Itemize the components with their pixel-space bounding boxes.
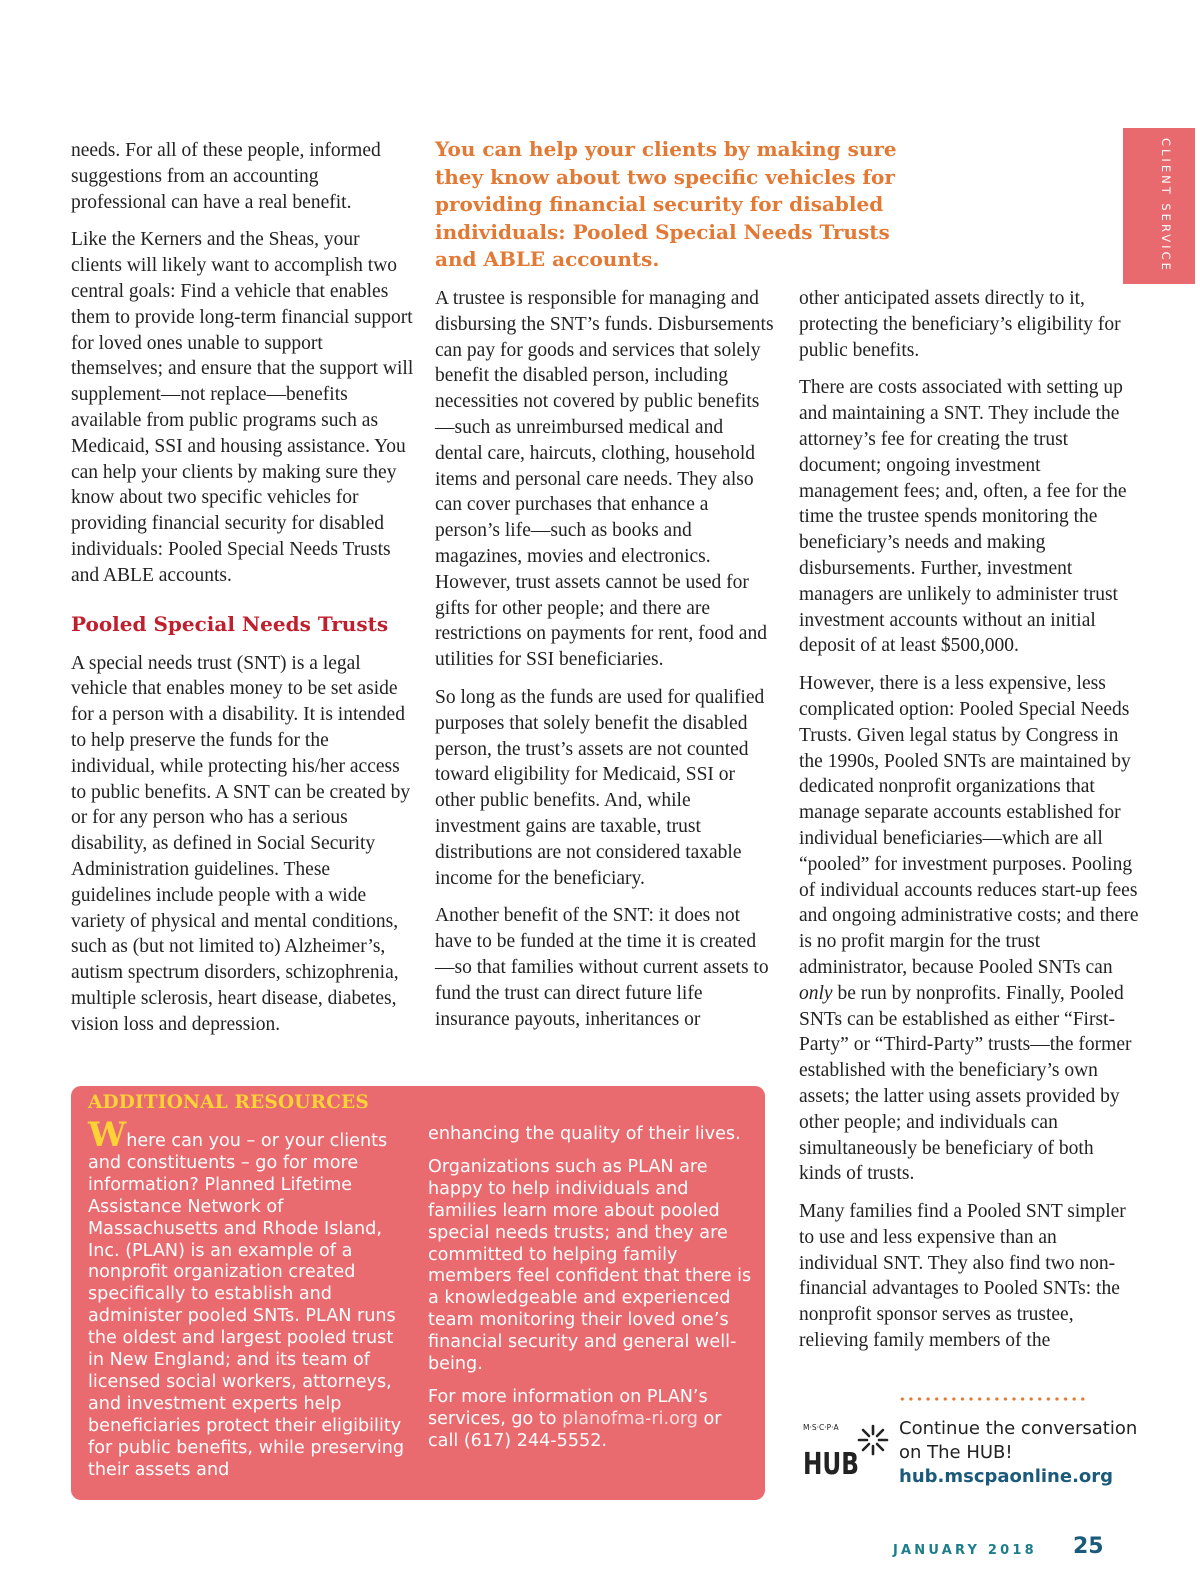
emphasis: only <box>799 982 833 1004</box>
hub-logo-text: HUB <box>803 1447 859 1482</box>
body-paragraph: So long as the funds are used for qualified purposes that solely benefit the disabled person, the trust’s assets are not counted toward eligibility for Medicaid, SSI or other public benefits. And, while investment gains are taxable, trust distributions are not considered taxable income for the beneficiary. <box>435 686 765 889</box>
hub-callout-text: Continue the conversation on The HUB! <box>899 1418 1138 1463</box>
body-paragraph: A special needs trust (SNT) is a legal vehicle that enables money to be set aside for a person with a disability. It is intended to help preserve the funds for the individual, while protecting his/her access to public benefits. A SNT can be created by or for any person who has a serious disability, as defined in Social Security Administration guidelines. These guidelines include people with a wide variety of physical and mental conditions, such as (but not limited to) Alzheimer’s, autism spectrum disorders, schizophrenia, multiple sclerosis, heart disease, diabetes, vision loss and depression. <box>71 652 411 1035</box>
body-paragraph: Many families find a Pooled SNT simpler to use and less expensive than an individual SNT. They also find two non-financial advantages to Pooled SNTs: the nonprofit sponsor serves as trustee, relieving family members of the <box>799 1201 1126 1352</box>
text-run: be run by nonprofits. Finally, Pooled SNTs can be established as either “First-Party” or “Third-Party” trusts—the former established with the beneficiary’s own assets; the latter using assets provided by other people; and individuals can simultaneously be beneficiary of both kinds of trusts. <box>799 982 1132 1185</box>
mscpa-hub-logo <box>803 1412 889 1482</box>
issue-date: JANUARY 2018 <box>893 1543 1037 1558</box>
body-paragraph: Like the Kerners and the Sheas, your clients will likely want to accomplish two central goals: Find a vehicle that enables them to provide long-term financial support for loved ones unable to support themselves; and ensure that the support will supplement—not replace—benefits available from public programs such as Medicaid, SSI and housing assistance. You can help your clients by making sure they know about two specific vehicles for providing financial security for disabled individuals: Pooled Special Needs Trusts and ABLE accounts. <box>71 229 414 586</box>
page-number: 25 <box>1073 1534 1104 1559</box>
hub-logo-small-text: M·S·C·P·A <box>803 1423 839 1432</box>
drop-cap: W <box>88 1115 127 1155</box>
hub-url-link[interactable]: hub.mscpaonline.org <box>899 1466 1114 1487</box>
body-paragraph: needs. For all of these people, informed suggestions from an accounting professional can have a real benefit. <box>71 140 381 213</box>
article-column-3 <box>799 286 1139 1354</box>
body-paragraph: A trustee is responsible for managing and disbursing the SNT’s funds. Disbursements can pay for goods and services that solely benefit the disabled person, including necessities not covered by public benefits—such as unreimbursed medical and dental care, haircuts, clothing, household items and personal care needs. They also can cover purchases that enhance a person’s life—such as books and magazines, movies and electronics. However, trust assets cannot be used for gifts for other people; and there are restrictions on payments for rent, food and utilities for SSI beneficiaries. <box>435 288 774 671</box>
article-column-1 <box>71 138 415 1038</box>
resources-paragraph: Organizations such as PLAN are happy to help individuals and families learn more about pooled special needs trusts; and they are committed to helping family members feel confident that there is a knowledgeable and experienced team monitoring their loved one’s financial security and general well-being. <box>428 1156 752 1375</box>
resources-column-2 <box>428 1124 753 1464</box>
section-tab-label: CLIENT SERVICE <box>1159 138 1173 273</box>
article-column-2 <box>435 286 775 1032</box>
additional-resources-box <box>71 1086 765 1500</box>
dotted-divider <box>898 1396 1088 1402</box>
resources-paragraph: enhancing the quality of their lives. <box>428 1124 741 1144</box>
resources-paragraph <box>88 1115 408 1482</box>
pull-quote: You can help your clients by making sure they know about two specific vehicles for providing financial security for disabled individuals: Pooled Special Needs Trusts and ABLE accounts. <box>435 137 897 272</box>
body-paragraph: other anticipated assets directly to it, protecting the beneficiary’s eligibility for public benefits. <box>799 288 1121 361</box>
body-paragraph <box>799 671 1139 1187</box>
text-run: However, there is a less expensive, less complicated option: Pooled Special Needs Trusts. Given legal status by Congress in the 1990s, Pooled SNTs are maintained by dedicated nonprofit organizations that manage separate accounts established for individual beneficiaries—which are all “pooled” for investment purposes. Pooling of individual accounts reduces start-up fees and ongoing administrative costs; and there is no profit margin for the trust administrator, because Pooled SNTs can <box>799 673 1139 978</box>
body-paragraph: There are costs associated with setting up and maintaining a SNT. They include the attorney’s fee for creating the trust document; ongoing investment management fees; and, often, a fee for the time the trustee spends monitoring the beneficiary’s needs and making disbursements. Further, investment managers are unlikely to administer trust investment accounts without an initial deposit of at least $500,000. <box>799 377 1127 657</box>
section-heading: Pooled Special Needs Trusts <box>71 611 389 636</box>
starburst-icon <box>859 1426 887 1454</box>
resources-column-1 <box>88 1115 408 1482</box>
plan-website-link[interactable]: planofma-ri.org <box>562 1408 698 1429</box>
hub-callout <box>899 1417 1139 1489</box>
section-tab <box>1123 128 1195 284</box>
resources-paragraph <box>428 1387 753 1453</box>
text-run: For more information on PLAN’s services, go to <box>428 1386 708 1429</box>
body-paragraph: Another benefit of the SNT: it does not have to be funded at the time it is created—so that families without current assets to fund the trust can direct future life insurance payouts, inheritances or <box>435 905 769 1030</box>
text-run: here can you – or your clients and constituents – go for more information? Planned Lifetime Assistance Network of Massachusetts and Rhode Island, Inc. (PLAN) is an example of a nonprofit organization created specifically to establish and administer pooled SNTs. PLAN runs the oldest and largest pooled trust in New England; and its team of licensed social workers, attorneys, and investment experts help beneficiaries protect their eligibility for public benefits, while preserving their assets and <box>88 1131 405 1480</box>
text-run: or call (617) 244-5552. <box>428 1408 722 1451</box>
resources-title: ADDITIONAL RESOURCES <box>88 1092 369 1113</box>
